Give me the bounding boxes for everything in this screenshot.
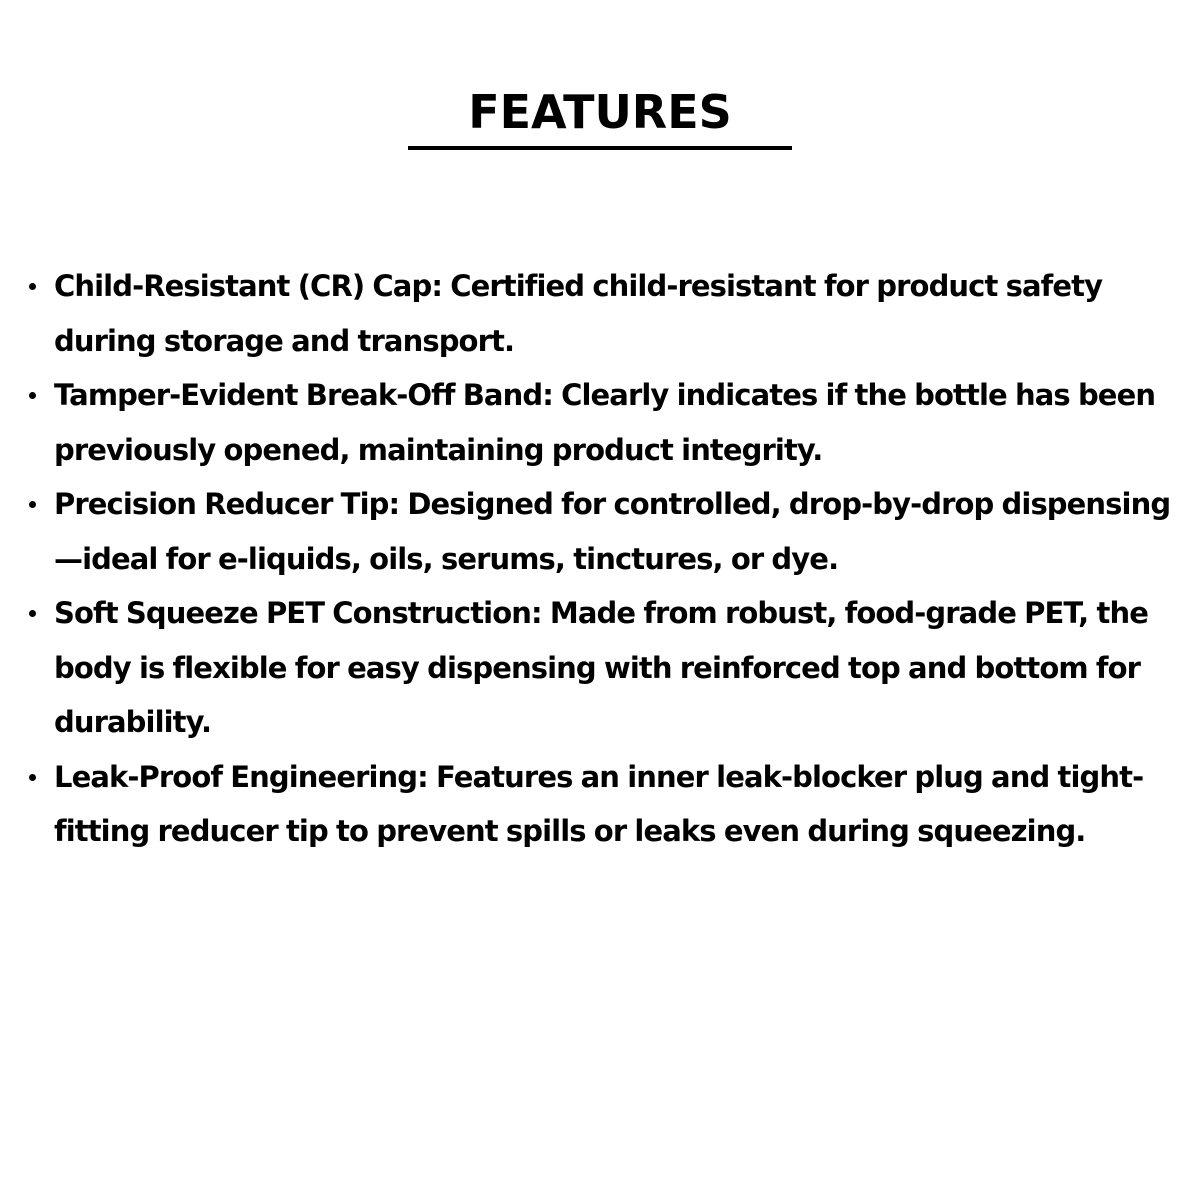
bullet-icon (29, 392, 36, 399)
bullet-icon (29, 283, 36, 290)
feature-text: Precision Reducer Tip: Designed for controlled, drop-by-drop dispensing—ideal for e-liquids, oils, serums, tinctures, or dye. (54, 487, 1171, 576)
list-item (0, 259, 1200, 368)
feature-text: Child-Resistant (CR) Cap: Certified child-resistant for product safety during storage and transport. (54, 269, 1103, 358)
list-item (0, 750, 1200, 859)
bullet-icon (29, 501, 36, 508)
list-item (0, 368, 1200, 477)
bullet-icon (29, 610, 36, 617)
feature-text: Tamper-Evident Break-Off Band: Clearly indicates if the bottle has been previously opened, maintaining product integrity. (54, 378, 1156, 467)
page-title: FEATURES (468, 85, 732, 139)
feature-text: Soft Squeeze PET Construction: Made from robust, food-grade PET, the body is flexible for easy dispensing with reinforced top and bottom for durability. (54, 596, 1148, 739)
feature-text: Leak-Proof Engineering: Features an inner leak-blocker plug and tight-fitting reducer tip to prevent spills or leaks even during squeezing. (54, 759, 1144, 848)
list-item (0, 586, 1200, 750)
bullet-icon (29, 774, 36, 781)
feature-list (0, 259, 1200, 859)
list-item (0, 477, 1200, 586)
title-underline (408, 146, 792, 150)
